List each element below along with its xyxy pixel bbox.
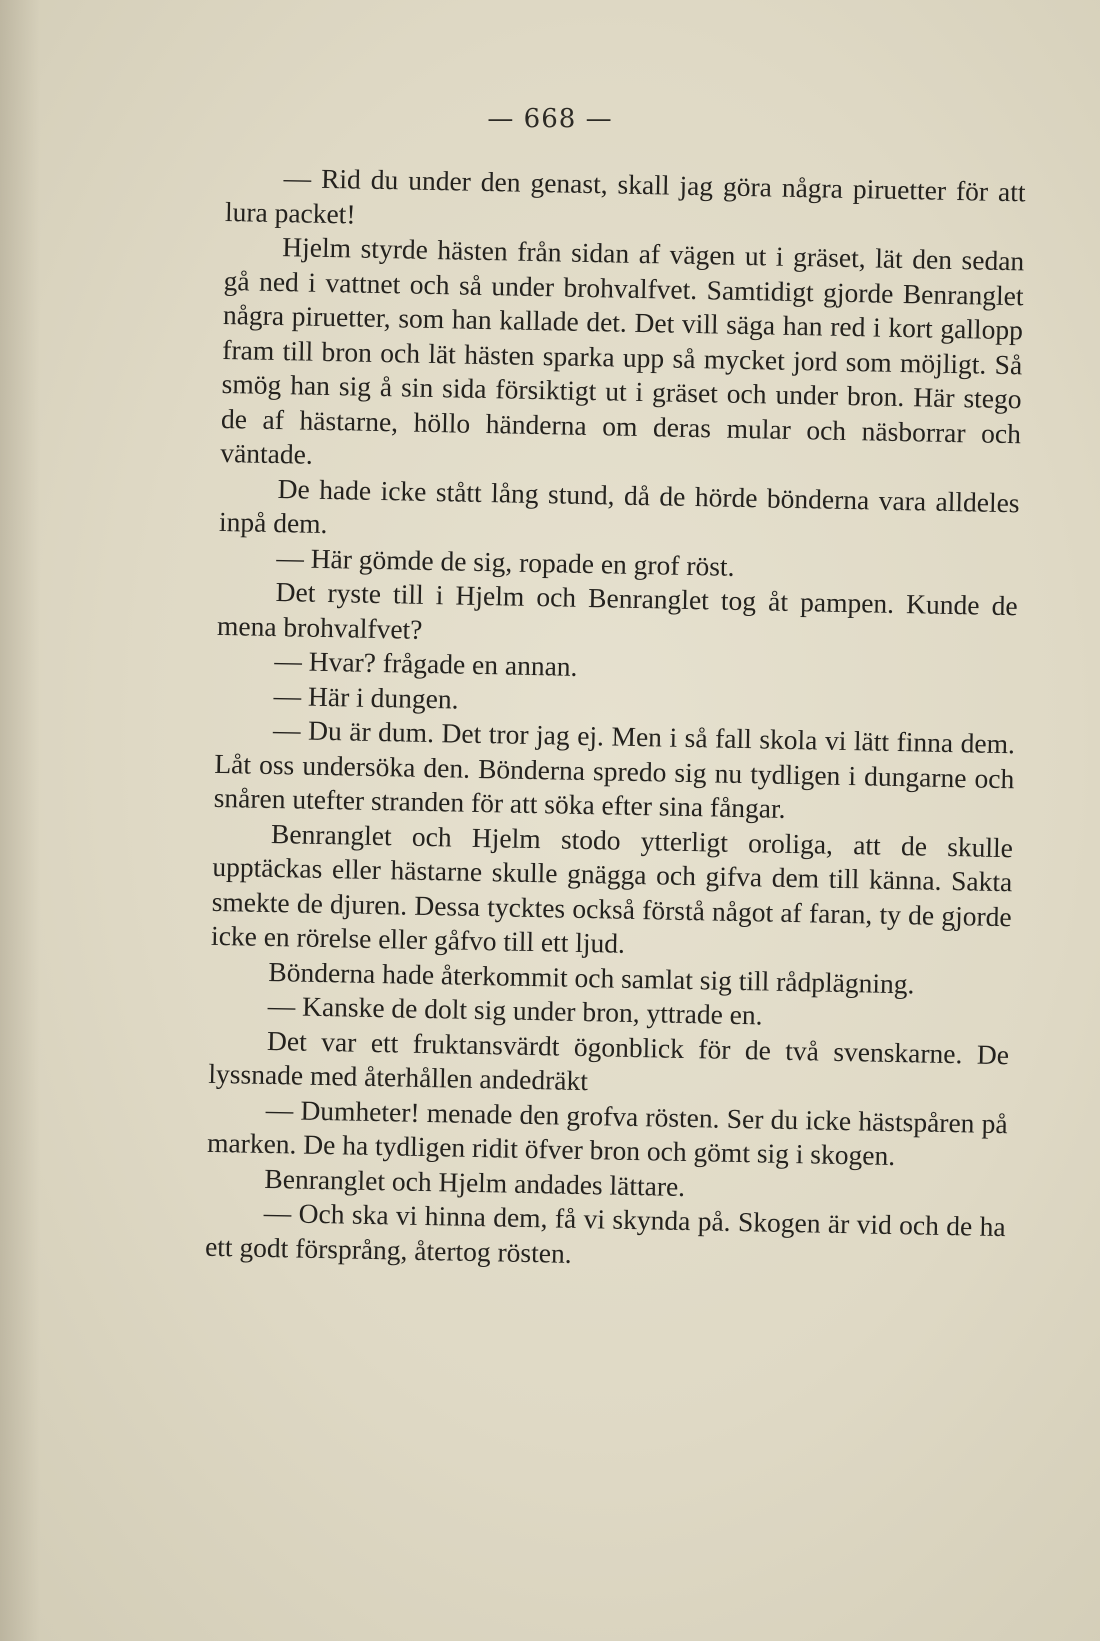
paragraph: — Du är dum. Det tror jag ej. Men i så fall skola vi lätt finna dem. Låt oss undersöka den. Bönderna spredo sig nu tydligen i dungarne och snåren utefter stranden för att söka efter sina fångar. xyxy=(213,714,1016,824)
paragraph: — Hvar? frågade en annan. xyxy=(274,645,578,682)
paragraph: Det ryste till i Hjelm och Benranglet tog åt pampen. Kunde de mena brohvalfvet? xyxy=(216,576,1018,645)
page-number: — 668 — xyxy=(487,104,613,134)
body-text xyxy=(205,160,1026,1279)
paragraph: Hjelm styrde hästen från sidan af vägen ut i gräset, lät den sedan gå ned i vattnet och så under brohvalfvet. Samtidigt gjorde Benranglet några piruetter, som han kallade det. Det vill säga han red i kort gallopp fram till bron och lät hästen sparka upp så mycket jord som möjligt. Så smög han sig å sin sida försiktigt ut i gräset och under bron. Här stego de af hästarne, höllo händerna om deras mular och näsborrar och väntade. xyxy=(220,231,1025,470)
paragraph: — Dumheter! menade den grofva rösten. Ser du icke hästspåren på marken. De ha tydligen ridit öfver bron och gömt sig i skogen. xyxy=(206,1093,1008,1172)
paragraph: — Och ska vi hinna dem, få vi skynda på. Skogen är vid och de ha ett godt försprång, återtog rösten. xyxy=(204,1196,1006,1269)
paragraph: Bönderna hade återkommit och samlat sig till rådplägning. xyxy=(268,955,915,999)
paragraph: Benranglet och Hjelm andades lättare. xyxy=(264,1162,686,1202)
paragraph: De hade icke stått lång stund, då de hörde bönderna vara alldeles inpå dem. xyxy=(218,472,1020,540)
paragraph: — Här gömde de sig, ropade en grof röst. xyxy=(276,541,735,582)
page-gutter-shadow xyxy=(0,0,40,1641)
paragraph: — Rid du under den genast, skall jag göra några piruetter för att lura packet! xyxy=(224,162,1026,229)
paragraph: — Kanske de dolt sig under bron, yttrade en. xyxy=(267,989,763,1031)
paragraph: — Här i dungen. xyxy=(273,679,459,715)
paragraph: Benranglet och Hjelm stodo ytterligt oroliga, att de skulle upptäckas eller hästarne skulle gnägga och gifva dem till känna. Sakta smekte de djuren. Dessa tycktes också förstå något af faran, ty de gjorde icke en rörelse eller gåfvo till ett ljud. xyxy=(210,817,1014,959)
paragraph: Det var ett fruktansvärdt ögonblick för de två svenskarne. De lyssnade med återhållen andedräkt xyxy=(208,1024,1010,1097)
